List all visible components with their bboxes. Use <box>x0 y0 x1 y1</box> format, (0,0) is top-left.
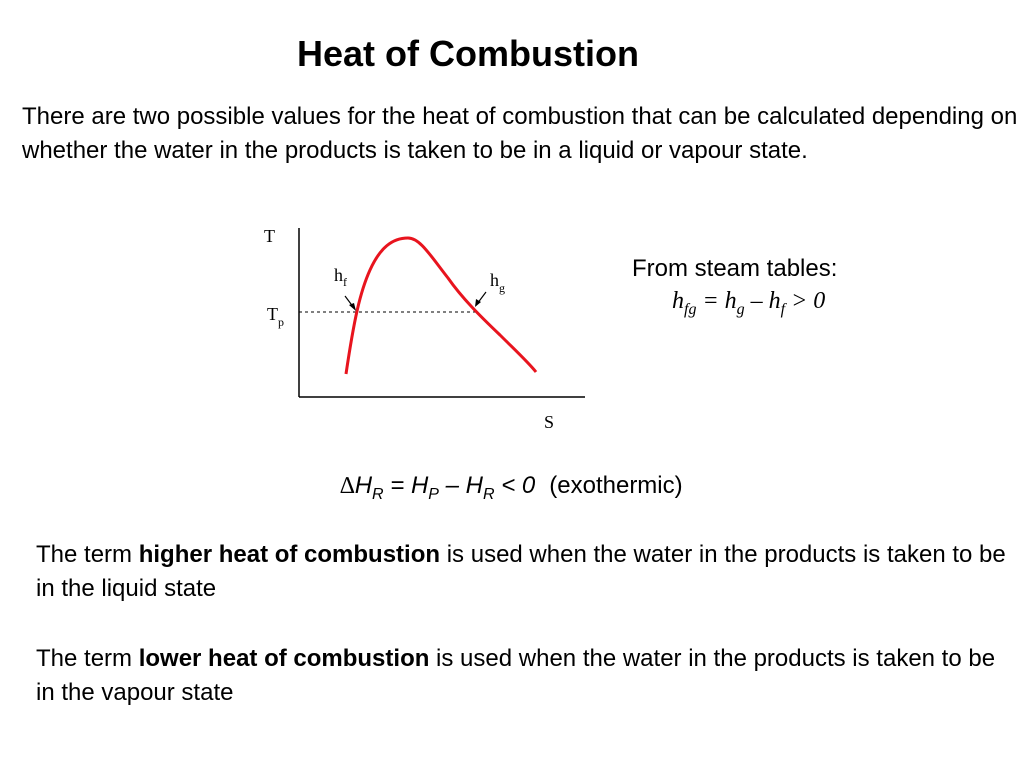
enthalpy-equation <box>340 470 683 511</box>
hfg-equation: $h_{fg} = h_g - h_f > 0$ <box>672 288 826 318</box>
lower-heat-paragraph: The term lower heat of combustion is used when the water in the products is taken to be in the vapour state <box>36 645 996 706</box>
enthalpy-math: $\Delta H_R = H_P - H_R < 0$ <box>340 472 536 503</box>
lower-heat-term: lower heat of combustion <box>138 645 430 672</box>
intro-paragraph: There are two possible values for the heat of combustion that can be calculated depending on whether the water in the products is taken to be in a liquid or vapour state. <box>22 103 1018 164</box>
higher-heat-term: higher heat of combustion <box>138 541 441 568</box>
hg-label: $h_g$ <box>490 270 505 295</box>
hf-arrow-head <box>349 303 356 311</box>
tp-label: $T_p$ <box>267 304 284 329</box>
slide-title: Heat of Combustion <box>297 33 639 74</box>
x-axis-label: S <box>544 412 555 432</box>
steam-tables-note <box>632 253 837 326</box>
saturation-dome-curve <box>346 238 536 374</box>
hf-label: $h_f$ <box>334 265 347 289</box>
higher-heat-paragraph: The term higher heat of combustion is used when the water in the products is taken to be in the liquid state <box>36 541 1006 602</box>
exothermic-note: (exothermic) <box>549 472 683 499</box>
y-axis-label: T <box>264 226 275 246</box>
steam-tables-heading: From steam tables: <box>632 255 838 282</box>
